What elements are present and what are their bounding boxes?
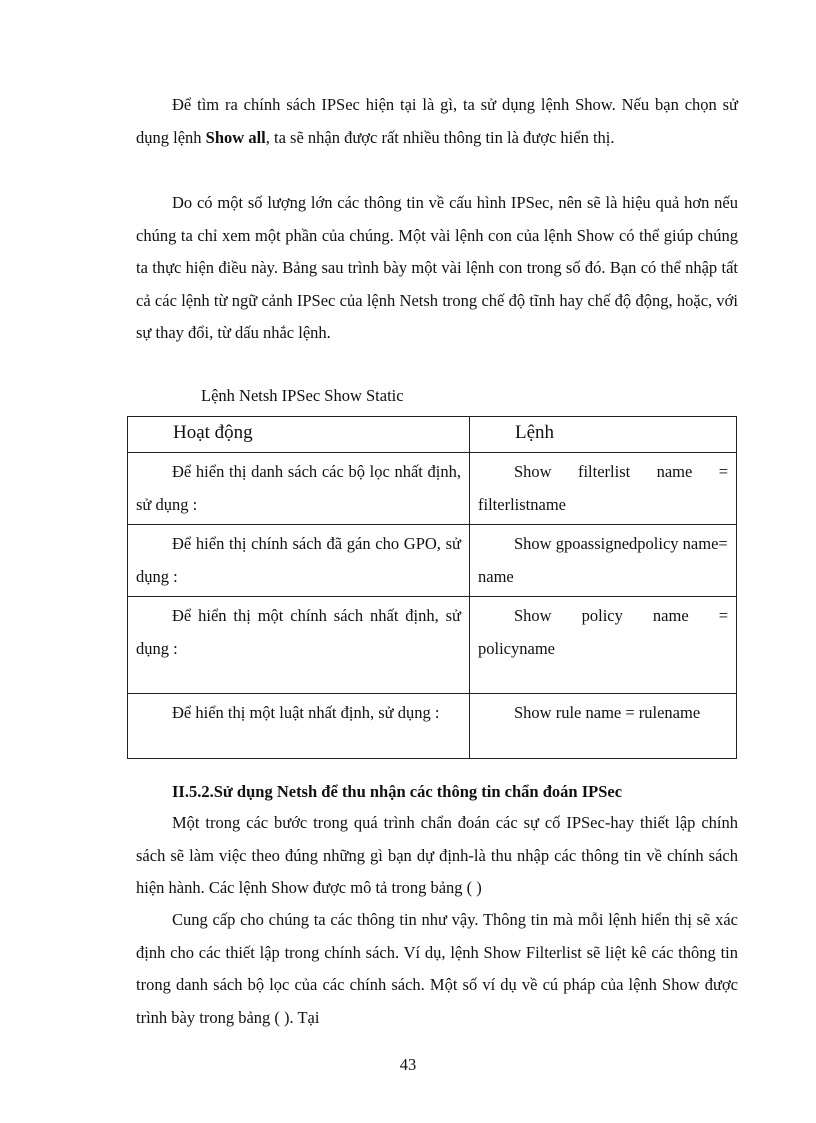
row-command [470,694,737,759]
row-action-text: Để hiển thị một luật nhất định, sử dụng : [172,703,440,722]
row-action [128,694,470,759]
row-command-text: Show filterlist name = filterlistname [478,462,733,514]
section-heading: II.5.2.Sử dụng Netsh để thu nhận các thông tin chẩn đoán IPSec [172,782,623,801]
row-action [128,453,470,525]
row-command-text: Show policy name = policyname [478,606,733,658]
paragraph-text: Để tìm ra chính sách IPSec hiện tại là gì, ta sử dụng lệnh Show. Nếu bạn chọn sử dụng lệnh [136,95,738,147]
bold-command: Show all [205,127,266,147]
row-action-text: Để hiển thị chính sách đã gán cho GPO, sử dụng : [136,534,461,586]
paragraph-diagnostics [136,807,738,905]
paragraph-examples [136,904,738,1034]
page-number: 43 [399,1055,417,1074]
paragraph-text: Cung cấp cho chúng ta các thông tin như vậy. Thông tin mà mỗi lệnh hiển thị sẽ xác định cho các thiết lập trong chính sách. Ví dụ, lệnh Show Filterlist sẽ liệt kê các thông tin trong danh sách bộ lọc của các chính sách. Một số ví dụ về cú pháp của lệnh Show được trình bày trong bảng ( ). Tại [136,910,738,1027]
table-row [128,597,737,694]
row-action [128,597,470,694]
row-action-text: Để hiển thị danh sách các bộ lọc nhất định, sử dụng : [136,462,461,514]
header-command: Lệnh [470,417,737,453]
row-action [128,525,470,597]
row-command-text: Show gpoassignedpolicy name= name [478,534,728,586]
command-table [127,416,737,759]
table-header-row [128,417,737,453]
paragraph-text: Một trong các bước trong quá trình chẩn đoán các sự cố IPSec-hay thiết lập chính sách sẽ làm việc theo đúng những gì bạn dự định-là thu nhập các thông tin về chính sách hiện hành. Các lệnh Show được mô tả trong bảng ( ) [136,813,738,897]
row-action-text: Để hiển thị một chính sách nhất định, sử dụng : [136,606,461,658]
table-row [128,525,737,597]
row-command-text: Show rule name = rulename [514,703,701,722]
table-row [128,694,737,759]
row-command [470,453,737,525]
table-row [128,453,737,525]
row-command [470,597,737,694]
paragraph-text: , ta sẽ nhận được rất nhiều thông tin là được hiển thị. [265,127,615,147]
paragraph-subcommands [136,187,738,350]
paragraph-text: Do có một số lượng lớn các thông tin về cấu hình IPSec, nên sẽ là hiệu quả hơn nếu chúng ta chỉ xem một phần của chúng. Một vài lệnh con của lệnh Show có thể giúp chúng ta thực hiện điều này. Bảng sau trình bày một vài lệnh con trong số đó. Bạn có thể nhập tất cả các lệnh từ ngữ cảnh IPSec của lệnh Netsh trong chế độ tĩnh hay chế độ động, hoặc, với sự thay đổi, từ dấu nhắc lệnh. [136,193,738,342]
table-caption: Lệnh Netsh IPSec Show Static [201,386,404,405]
paragraph-show-command [136,89,738,154]
header-action: Hoạt động [128,417,470,453]
row-command [470,525,737,597]
